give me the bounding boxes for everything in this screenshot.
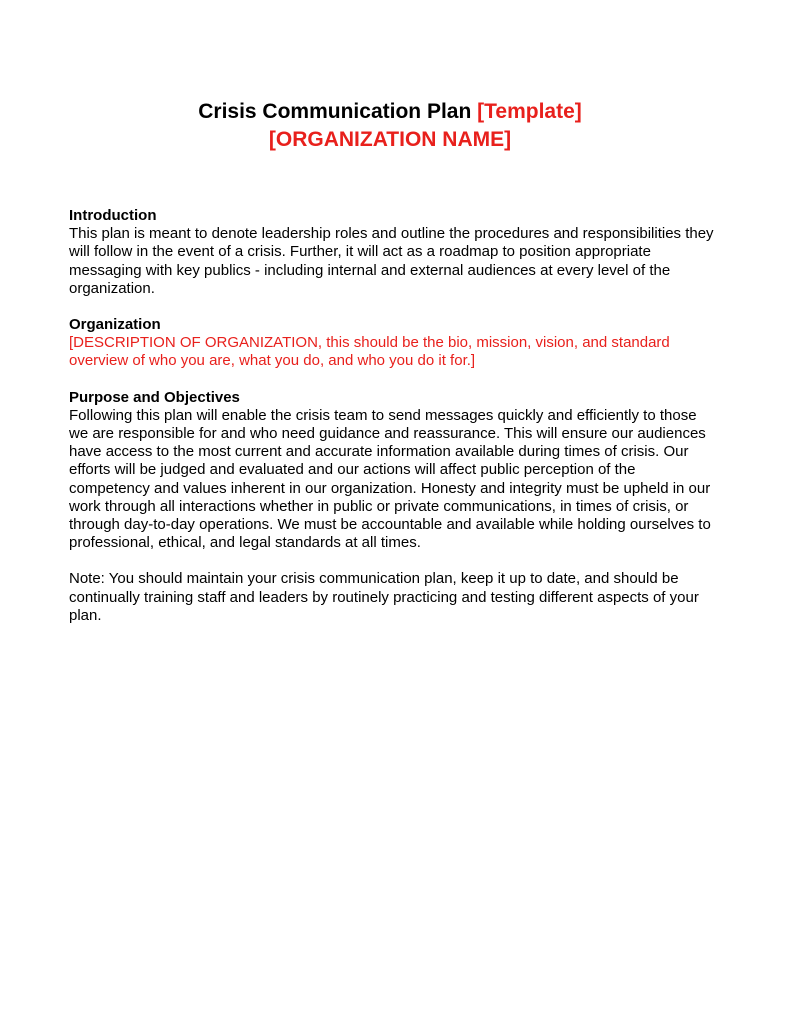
introduction-heading: Introduction (69, 207, 157, 224)
section-organization (69, 316, 719, 371)
section-purpose-objectives (69, 389, 719, 553)
document-body (69, 207, 719, 643)
organization-name-placeholder: [ORGANIZATION NAME] (268, 128, 512, 151)
title-main: Crisis Communication Plan (198, 100, 478, 123)
note-text: Note: You should maintain your crisis communication plan, keep it up to date, and should be continually training staff and leaders by routinely practicing and testing different aspects of your plan. (69, 570, 699, 624)
organization-description-placeholder: [DESCRIPTION OF ORGANIZATION, this should be the bio, mission, vision, and standard overview of who you are, what you do, and who you do it for.] (69, 334, 670, 370)
introduction-text: This plan is meant to denote leadership roles and outline the procedures and responsibilities they will follow in the event of a crisis. Further, it will act as a roadmap to position appropriate messaging with key publics - including internal and external audiences at every level of the organization. (69, 225, 714, 297)
title-template-tag: [Template] (477, 100, 582, 123)
purpose-text: Following this plan will enable the crisis team to send messages quickly and efficiently to those we are responsible for and who need guidance and reassurance. This will ensure our audiences have access to the most current and accurate information available during times of crisis. Our efforts will be judged and evaluated and our actions will affect public perception of the competency and values inherent in our organization. Honesty and integrity must be upheld in our work through all interactions whether in public or private communications, in times of crisis, or through day-to-day operations. We must be accountable and available while holding ourselves to professional, ethical, and legal standards at all times. (69, 406, 711, 552)
section-introduction (69, 207, 719, 298)
section-note (69, 570, 719, 625)
document-title (0, 98, 780, 154)
organization-heading: Organization (69, 316, 161, 334)
purpose-heading: Purpose and Objectives (69, 388, 240, 406)
title-line-1 (0, 98, 780, 126)
